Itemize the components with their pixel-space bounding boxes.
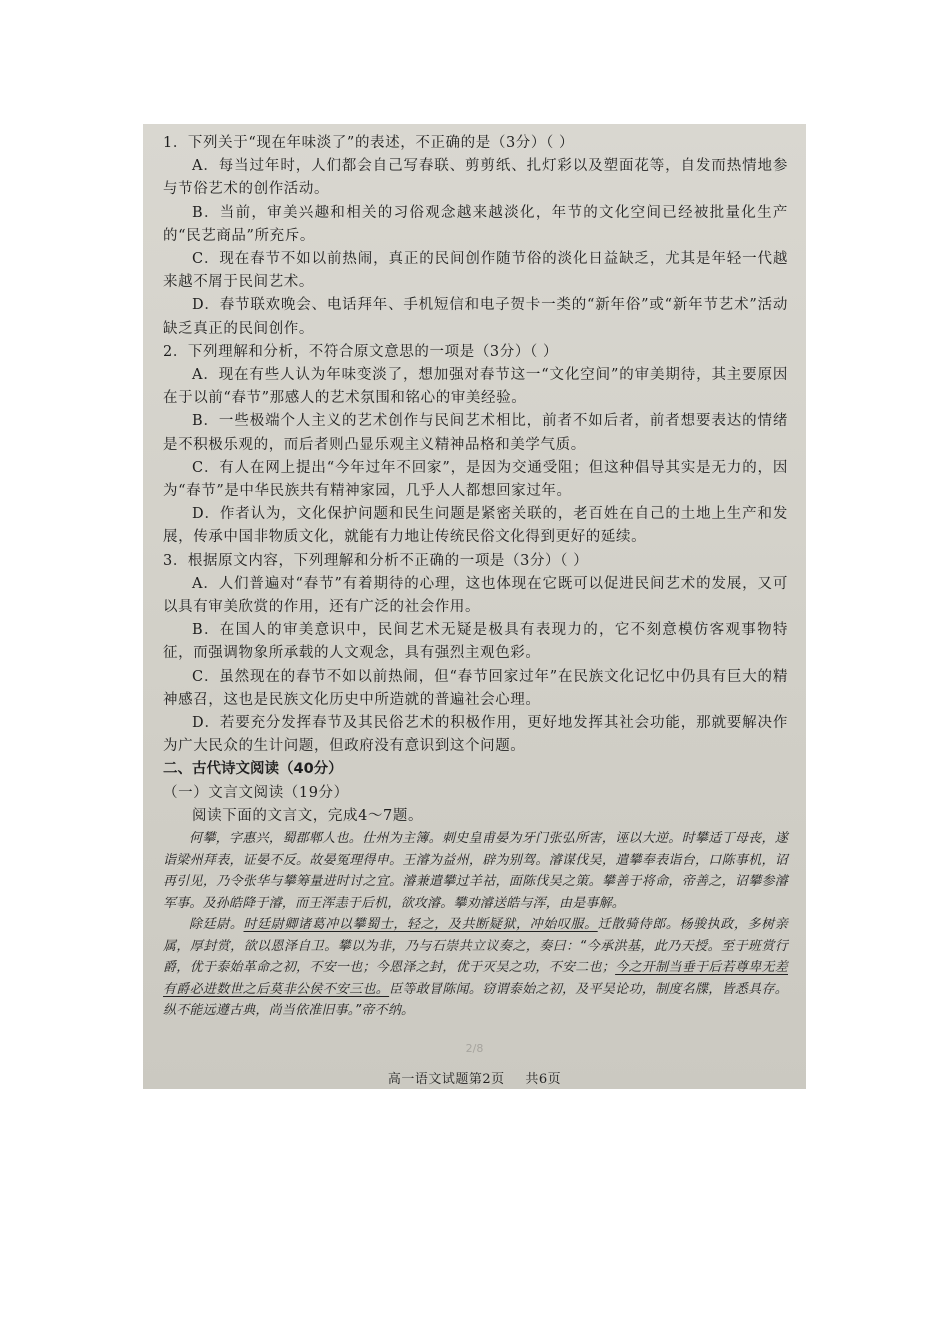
footer-total: 共6页 xyxy=(525,1072,562,1087)
classical-text-segment: 除廷尉。 xyxy=(189,917,244,933)
underlined-sentence-1: 时廷尉卿诸葛冲以攀蜀士，轻之，及共断疑狱，冲始叹服。 xyxy=(243,917,598,933)
exam-content xyxy=(163,132,788,1022)
underlined-sentence-2: 今之开制当垂于后若尊卑无差有爵必进数世之后莫非公侯不安三也。 xyxy=(163,960,788,997)
question-3-stem: 3．根据原文内容，下列理解和分析不正确的一项是（3分）（ ） xyxy=(163,552,589,569)
section-2-instruction: 阅读下面的文言文，完成4～7题。 xyxy=(192,807,424,824)
question-2-option-c: C．有人在网上提出“今年过年不回家”，是因为交通受阻；但这种倡导其实是无力的，因为“春节”是中华民族共有精神家园，几乎人人都想回家过年。 xyxy=(163,459,788,500)
question-1-option-b: B．当前，审美兴趣和相关的习俗观念越来越淡化，年节的文化空间已经被批量化生产的“民艺商品”所充斥。 xyxy=(163,204,788,244)
section-2-subtitle: （一）文言文阅读（19分） xyxy=(163,784,349,801)
question-3-option-c: C．虽然现在的春节不如以前热闹，但“春节回家过年”在民族文化记忆中仍具有巨大的精神感召，这也是民族文化历史中所造就的普遍社会心理。 xyxy=(163,668,788,708)
question-2-stem: 2．下列理解和分析，不符合原文意思的一项是（3分）（ ） xyxy=(163,343,559,360)
section-2-title: 二、古代诗文阅读（40分） xyxy=(163,761,343,778)
page-marker: 2/8 xyxy=(465,1042,484,1055)
question-2-option-d: D．作者认为，文化保护问题和民生问题是紧密关联的，老百姓在自己的土地上生产和发展，传承中国非物质文化，就能有力地让传统民俗文化得到更好的延续。 xyxy=(163,506,788,546)
question-1-option-a: A．每当过年时，人们都会自己写春联、剪剪纸、扎灯彩以及塑面花等，自发而热情地参与节俗艺术的创作活动。 xyxy=(163,158,788,198)
question-2-option-b: B．一些极端个人主义的艺术创作与民间艺术相比，前者不如后者，前者想要表达的情绪是不积极乐观的，而后者则凸显乐观主义精神品格和美学气质。 xyxy=(163,413,788,453)
question-3-option-b: B．在国人的审美意识中，民间艺术无疑是极具有表现力的，它不刻意模仿客观事物特征，而强调物象所承载的人文观念，具有强烈主观色彩。 xyxy=(163,622,788,662)
page-footer xyxy=(143,1068,806,1087)
exam-page-photo xyxy=(143,124,806,1089)
classical-text-paragraph-2 xyxy=(163,914,788,1022)
classical-text-paragraph-1: 何攀，字惠兴，蜀郡郫人也。仕州为主簿。刺史皇甫晏为牙门张弘所害，诬以大逆。时攀适丁母丧，遂诣梁州拜表，证晏不反。故晏冤理得申。王濬为益州，辟为别驾。濬谋伐吴，遣攀奉表诣台，口陈事机，诏再引见，乃令张华与攀筹量进时讨之宜。濬兼遣攀过羊祜，面陈伐吴之策。攀善于将命，帝善之，诏攀参濬军事。及孙皓降于濬，而王浑恚于后机，欲攻濬。攀劝濬送皓与浑，由是事解。 xyxy=(163,831,788,911)
classical-text-segment: 臣等敢冒陈闻。窃谓泰始之初，及平吴论功，制度名牒，皆悉具存。纵不能远遵古典，尚当依准旧事。”帝不纳。 xyxy=(163,981,788,1019)
question-1-option-c: C．现在春节不如以前热闹，真正的民间创作随节俗的淡化日益缺乏，尤其是年轻一代越来越不屑于民间艺术。 xyxy=(163,251,788,291)
question-3-option-d: D．若要充分发挥春节及其民俗艺术的积极作用，更好地发挥其社会功能，那就要解决作为广大民众的生计问题，但政府没有意识到这个问题。 xyxy=(163,715,788,755)
question-3-option-a: A．人们普遍对“春节”有着期待的心理，这也体现在它既可以促进民间艺术的发展，又可以具有审美欣赏的作用，还有广泛的社会作用。 xyxy=(163,575,788,616)
question-2-option-a: A．现在有些人认为年味变淡了，想加强对春节这一“文化空间”的审美期待，其主要原因在于以前“春节”那感人的艺术氛围和铭心的审美经验。 xyxy=(163,367,788,407)
classical-text-segment: 迁散骑侍郎。杨骏执政，多树亲属，厚封赏，欲以恩泽自卫。攀以为非，乃与石崇共立议奏之，奏曰：“今承洪基，此乃天授。至于班赏行爵，优于泰始革命之初，不安一也；今恩泽之封，优于灭吴之功，不安二也； xyxy=(163,917,788,976)
footer-title: 高一语文试题第2页 xyxy=(387,1072,505,1087)
question-1-option-d: D．春节联欢晚会、电话拜年、手机短信和电子贺卡一类的“新年俗”或“新年节艺术”活动缺乏真正的民间创作。 xyxy=(163,297,788,337)
question-1-stem: 1．下列关于“现在年味淡了”的表述，不正确的是（3分）（ ） xyxy=(163,135,575,151)
